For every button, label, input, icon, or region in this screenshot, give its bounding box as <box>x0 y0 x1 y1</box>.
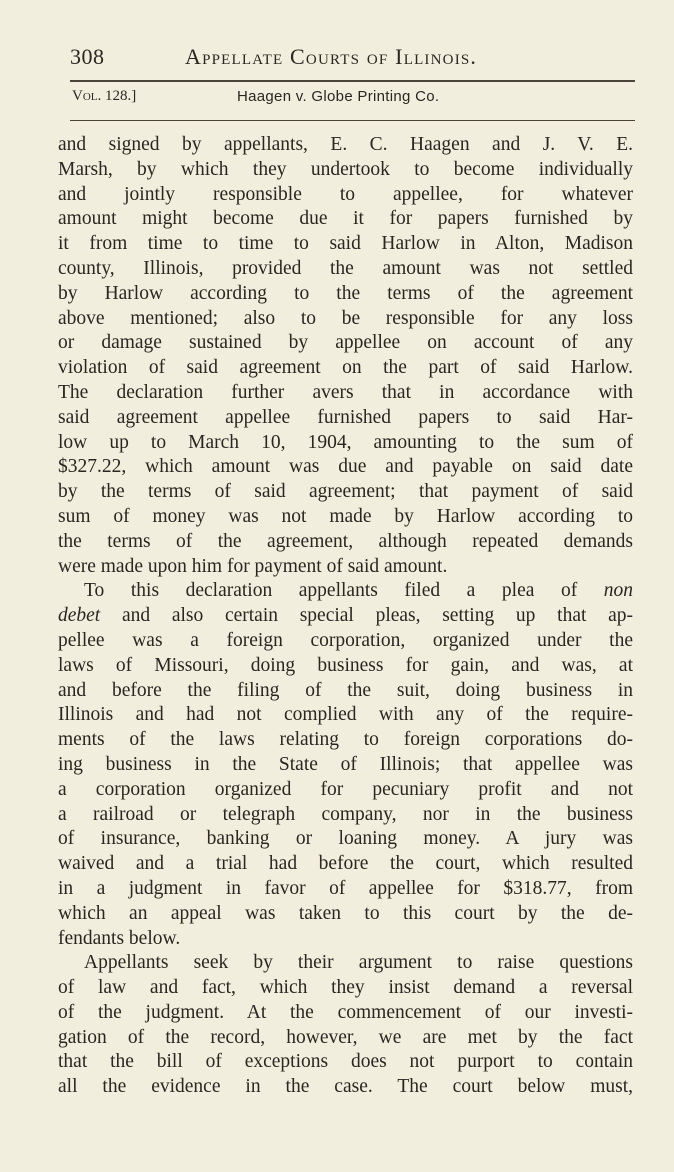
text-line: and jointly responsible to appellee, for whatever <box>58 183 633 205</box>
text-line: The declaration further avers that in accordance with <box>58 381 633 403</box>
text-line <box>58 604 633 629</box>
text-line: a railroad or telegraph company, nor in the business <box>58 803 633 825</box>
text-line: gation of the record, however, we are met by the fact <box>58 1026 633 1048</box>
header-rule-top <box>70 80 635 82</box>
text-line: and before the filing of the suit, doing business in <box>58 679 633 701</box>
text-line: Illinois and had not complied with any of the require- <box>58 704 633 726</box>
page-number: 308 <box>70 44 105 69</box>
text-line: all the evidence in the case. The court below must, <box>58 1076 633 1098</box>
text-line: ments of the laws relating to foreign corporations do- <box>58 729 633 751</box>
text-line: and signed by appellants, E. C. Haagen and J. V. E. <box>58 134 633 155</box>
text-line: waived and a trial had before the court, which resulted <box>58 853 633 875</box>
body-text <box>58 133 633 1100</box>
text-line: Marsh, by which they undertook to become individually <box>58 158 633 180</box>
text-line: a corporation organized for pecuniary profit and not <box>58 778 633 800</box>
header-rule-bottom <box>70 120 635 121</box>
text-line: which an appeal was taken to this court by the de- <box>58 902 633 924</box>
text-line: Appellants seek by their argument to raise questions <box>84 952 633 974</box>
text-line: $327.22, which amount was due and payable on said date <box>58 456 633 478</box>
text-line <box>58 579 633 604</box>
text-line: said agreement appellee furnished papers to said Har- <box>58 406 633 428</box>
text-line: were made upon him for payment of said amount. <box>58 555 448 577</box>
volume-label: Vol. 128.] <box>72 88 137 104</box>
text-line: it from time to time to said Harlow in Alton, Madison <box>58 233 633 255</box>
text-line: by the terms of said agreement; that payment of said <box>58 481 633 503</box>
text-line: laws of Missouri, doing business for gain, and was, at <box>58 654 633 676</box>
text-line: or damage sustained by appellee on account of any <box>58 332 633 354</box>
text-line: the terms of the agreement, although repeated demands <box>58 530 633 552</box>
latin-term: debet <box>58 605 101 627</box>
text-line: that the bill of exceptions does not purport to contain <box>58 1051 633 1073</box>
latin-term: non <box>603 580 633 602</box>
text-line: fendants below. <box>58 927 181 949</box>
text-line: above mentioned; also to be responsible for any loss <box>58 307 633 329</box>
text-line: in a judgment in favor of appellee for $318.77, from <box>58 877 633 899</box>
text-line: low up to March 10, 1904, amounting to the sum of <box>58 431 633 453</box>
text-line: county, Illinois, provided the amount was not settled <box>58 257 633 279</box>
case-name: Haagen v. Globe Printing Co. <box>237 88 440 105</box>
text-line: violation of said agreement on the part of said Harlow. <box>58 357 633 379</box>
text-line: amount might become due it for papers furnished by <box>58 208 633 230</box>
text-line: ing business in the State of Illinois; that appellee was <box>58 753 633 775</box>
text-line: by Harlow according to the terms of the agreement <box>58 282 633 304</box>
text-line: sum of money was not made by Harlow according to <box>58 505 633 527</box>
text-line: of the judgment. At the commencement of our investi- <box>58 1001 633 1023</box>
text-segment: and also certain special pleas, setting up that ap- <box>121 605 634 627</box>
text-segment: To this declaration appellants filed a plea of <box>84 580 578 602</box>
text-line: of law and fact, which they insist demand a reversal <box>58 977 633 999</box>
running-title: Appellate Courts of Illinois. <box>185 44 478 69</box>
text-line: of insurance, banking or loaning money. A jury was <box>58 828 633 850</box>
text-line: pellee was a foreign corporation, organized under the <box>58 629 633 651</box>
